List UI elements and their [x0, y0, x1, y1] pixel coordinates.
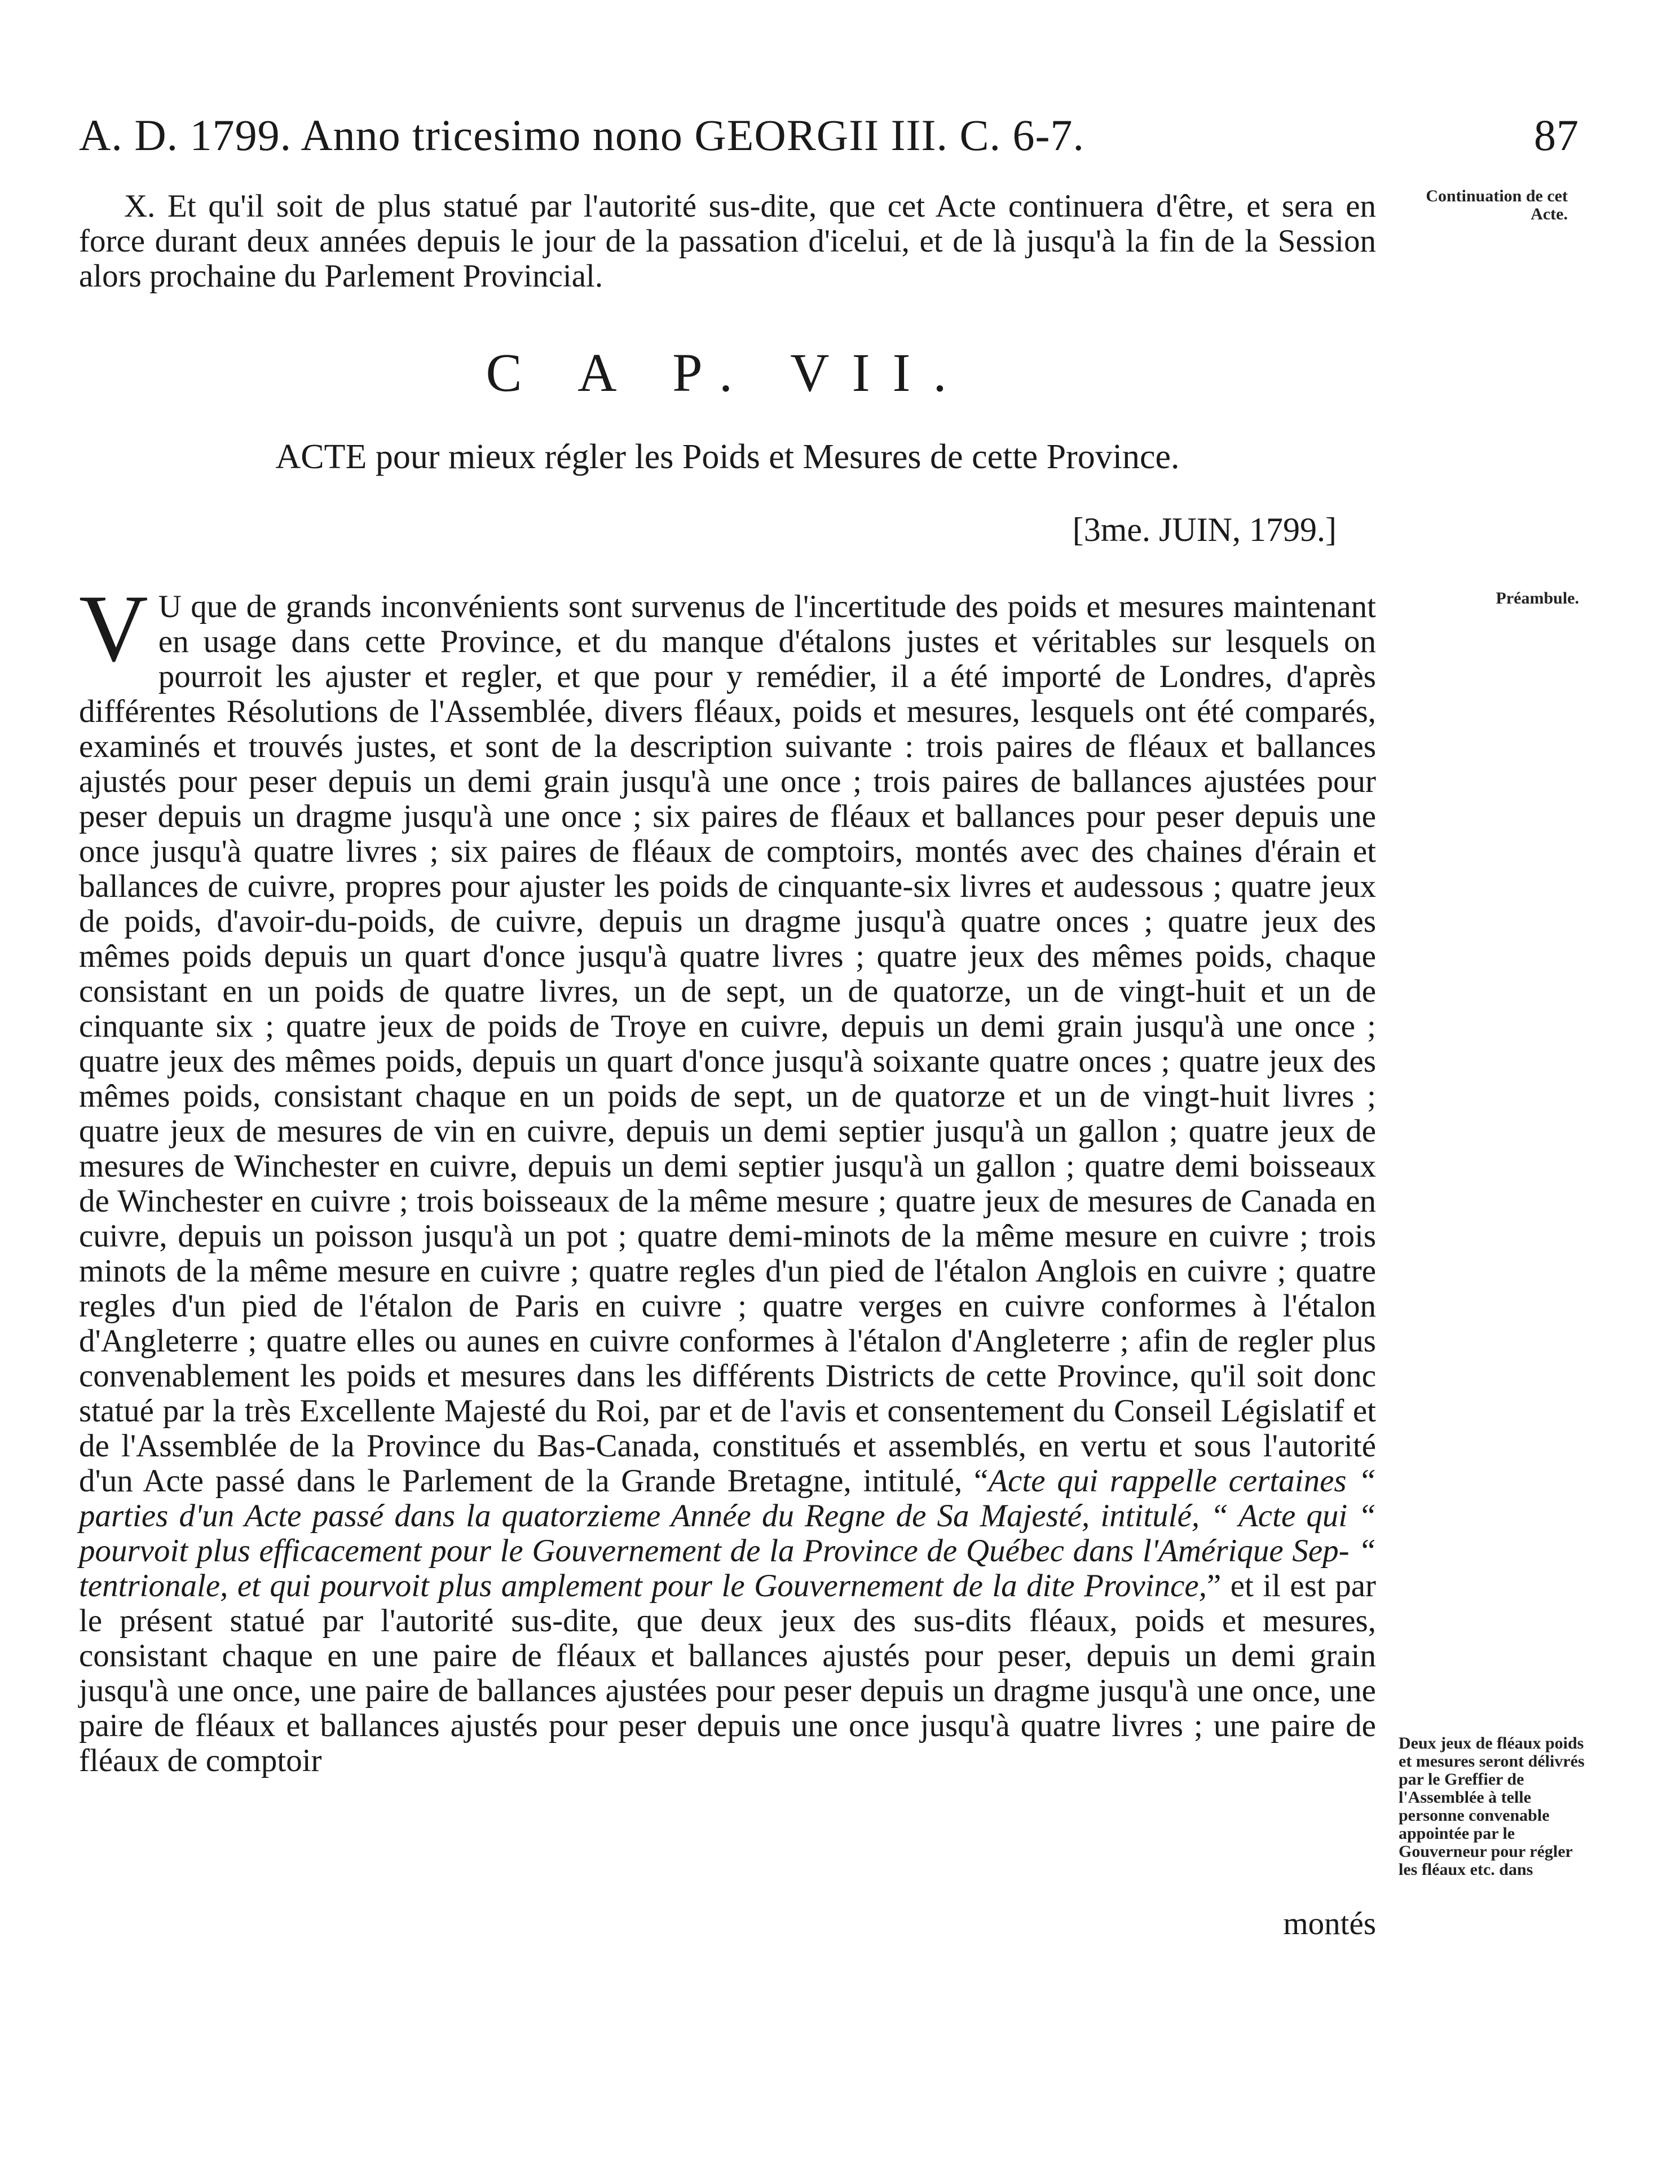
body-text-part1: U que de grands inconvénients sont survenus de l'incertitude des poids et mesures maintenant en usage dans cette Province, et du manque d'étalons justes et véritables sur lesquels on pourroit les ajuster et regler, et que pour y remédier, il a été importé de Londres, d'après différentes Résolutions de l'Assemblée, divers fléaux, poids et mesures, lesquels ont été comparés, examinés et trouvés justes, et sont de la description suivante : trois paires de fléaux et ballances ajustés pour peser depuis un demi grain jusqu'à une once ; trois paires de ballances ajustées pour peser depuis un dragme jusqu'à une once ; six paires de fléaux et ballances pour peser depuis une once jusqu'à quatre livres ; six paires de fléaux de comptoirs, montés avec des chaines d'érain et ballances de cuivre, propres pour ajuster les poids de cinquante-six livres et audessous ; quatre jeux de poids, d'avoir-du-poids, de cuivre, depuis un dragme jusqu'à quatre onces ; quatre jeux des mêmes poids depuis un quart d'once jusqu'à quatre livres ; quatre jeux des mêmes poids, chaque consistant en un poids de quatre livres, un de sept, un de quatorze, un de vingt-huit et un de cinquante six ; quatre jeux de poids de Troye en cuivre, depuis un demi grain jusqu'à une once ; quatre jeux des mêmes poids, depuis un quart d'once jusqu'à soixante quatre onces ; quatre jeux des mêmes poids, consistant chaque en un poids de sept, un de quatorze et un de vingt-huit livres ; quatre jeux de mesures de vin en cuivre, depuis un demi septier jusqu'à un gallon ; quatre jeux de mesures de Winchester en cuivre, depuis un demi septier jusqu'à un gallon ; quatre demi boisseaux de Winchester en cuivre ; trois boisseaux de la même mesure ; quatre jeux de mesures de Canada en cuivre, depuis un poisson jusqu'à un pot ; quatre demi-minots de la même mesure en cuivre ; trois minots de la même mesure en cuivre ; quatre regles d'un pied de l'étalon Anglois en cuivre ; quatre regles d'un pied de l'étalon de Paris en cuivre ; quatre verges en cuivre conformes à l'étalon d'Angleterre ; quatre elles ou aunes en cuivre conformes à l'étalon d'Angleterre ; afin de regler plus convenablement les poids et mesures dans les différents Districts de cette Province, qu'il soit donc statué par la très Excellente Majesté du Roi, par et de l'avis et consentement du Conseil Législatif et de l'Assemblée de la Province du Bas-Canada, constitués et assemblés, en vertu et sous l'autorité d'un Acte passé dans le Parlement de la Grande Bretagne, intitulé, “: [79, 589, 1376, 1499]
margin-note-jeux: Deux jeux de fléaux poids et mesures seront délivrés par le Greffier de l'Assemblée à telle personne convenable appointée par le Gouverneur pour régler les fléaux etc. dans: [1399, 1734, 1585, 1879]
act-date: [3me. JUIN, 1799.]: [1072, 511, 1337, 548]
body-text-part2: ” et il est par le présent statué par l'autorité sus-dite, que deux jeux des sus-dits fléaux, poids et mesures, consistant chaque en une paire de fléaux et ballances ajustés pour peser, depuis un demi grain jusqu'à une once, une paire de ballances ajustées pour peser depuis un dragme jusqu'à une once, une paire de fléaux et ballances ajustés pour peser depuis une once jusqu'à quatre livres ; une paire de fléaux de comptoir: [79, 1568, 1376, 1778]
drop-cap: V: [79, 575, 148, 681]
running-head: [79, 110, 1579, 172]
body-text-italic-title: Acte qui rappelle certaines “ parties d'un Acte passé dans la quatorzieme Année du Regne de Sa Majesté, intitulé, “ Acte qui “ pourvoit plus efficacement pour le Gouvernement de la Province de Québec dans l'Amérique Sep- “ tentrionale, et qui pourvoit plus amplement pour le Gouvernement de la dite Province,: [79, 1463, 1376, 1604]
section-x-paragraph: [79, 189, 1376, 294]
section-x-text: X. Et qu'il soit de plus statué par l'autorité sus-dite, que cet Acte continuera d'être, et sera en force durant deux années depuis le jour de la passation d'icelui, et de là jusqu'à la fin de la Session alors prochaine du Parlement Provincial.: [79, 188, 1376, 294]
act-title: ACTE pour mieux régler les Poids et Mesures de cette Province.: [275, 438, 1180, 476]
preamble-paragraph: [79, 575, 1376, 1778]
margin-note-continuation: Continuation de cet Acte.: [1426, 187, 1568, 223]
catchword: montés: [1283, 1906, 1376, 1941]
running-head-title: A. D. 1799. Anno tricesimo nono GEORGII III. C. 6-7.: [79, 111, 1084, 160]
preamble-body: [79, 575, 1376, 1778]
margin-note-preamble: Préambule.: [1496, 589, 1579, 607]
page-number: 87: [1534, 111, 1579, 160]
chapter-heading: C A P. VII.: [486, 342, 969, 403]
